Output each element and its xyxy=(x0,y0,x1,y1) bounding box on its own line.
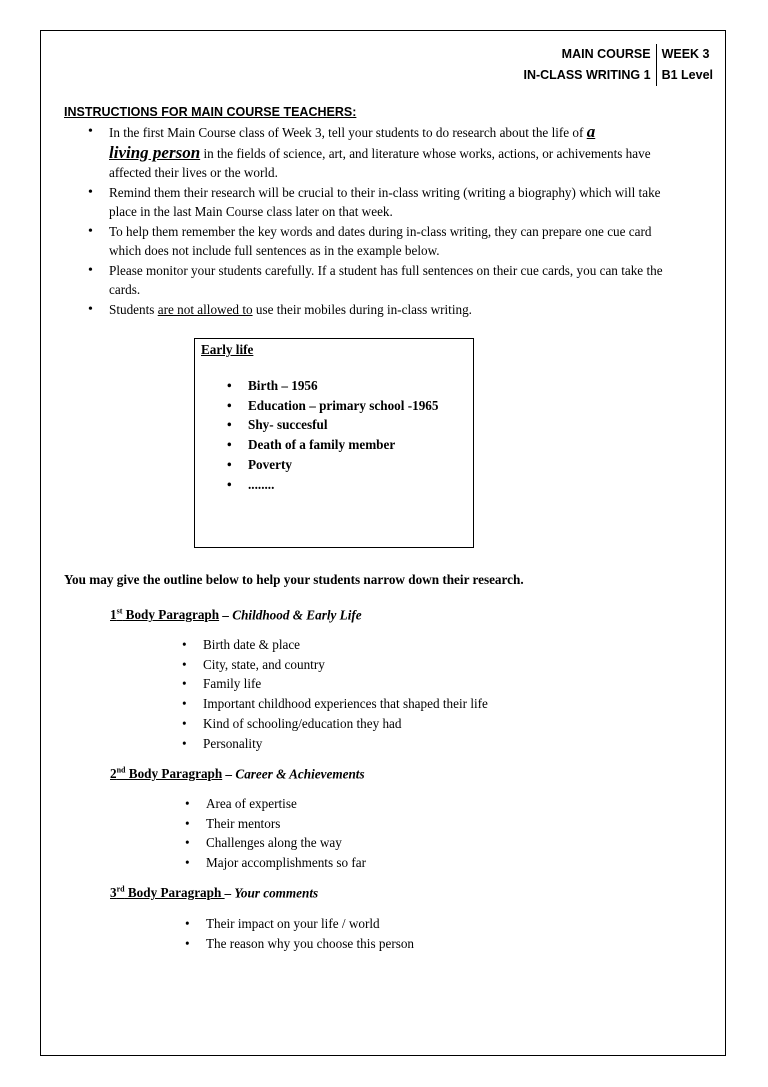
cue-card-item: • Poverty xyxy=(227,455,439,475)
paragraph-ordinal: nd xyxy=(116,766,126,775)
instruction-text: Please monitor your students carefully. If a student has full sentences on their cue cards, you can take the cards. xyxy=(109,262,663,297)
instruction-item xyxy=(88,261,678,300)
week-label: WEEK 3 xyxy=(661,47,710,61)
paragraph-number: 2 xyxy=(110,766,117,782)
outline-item: • Challenges along the way xyxy=(185,833,366,853)
outline-item: • Family life xyxy=(182,674,488,694)
paragraph-dash: – xyxy=(219,607,233,623)
instruction-text: In the first Main Course class of Week 3, tell your students to do research about the life of xyxy=(109,125,587,140)
course-label: MAIN COURSE xyxy=(518,44,656,65)
paragraph-number: 3 xyxy=(110,885,117,901)
outline-item: • Area of expertise xyxy=(185,794,366,814)
instruction-item xyxy=(88,122,678,183)
instruction-item xyxy=(88,222,678,261)
paragraph-title: Career & Achievements xyxy=(235,766,365,782)
paragraph-3-heading xyxy=(110,885,318,901)
outline-intro: You may give the outline below to help your students narrow down their research. xyxy=(64,572,524,587)
header-table xyxy=(518,44,718,86)
paragraph-dash: – xyxy=(224,885,235,901)
paragraph-label: Body Paragraph xyxy=(124,885,225,901)
paragraph-number: 1 xyxy=(110,607,117,623)
emphasis-not-allowed: are not allowed to xyxy=(157,301,253,317)
cue-card-list xyxy=(227,376,439,494)
paragraph-1-heading xyxy=(110,607,362,623)
paragraph-2-list xyxy=(185,794,366,873)
instruction-text: in the fields of science, art, and literature whose works, actions, or achivements have affected their lives or the world. xyxy=(109,145,651,180)
outline-item: • Their impact on your life / world xyxy=(185,914,414,934)
paragraph-ordinal: st xyxy=(116,607,123,616)
outline-item: • Major accomplishments so far xyxy=(185,853,366,873)
instruction-item xyxy=(88,300,678,320)
outline-item: • Birth date & place xyxy=(182,635,488,655)
outline-item: • Personality xyxy=(182,734,488,754)
outline-item: • City, state, and country xyxy=(182,655,488,675)
cue-card-item: • Education – primary school -1965 xyxy=(227,396,439,416)
writing-label: IN-CLASS WRITING 1 xyxy=(518,65,656,86)
cue-card-title: Early life xyxy=(201,342,254,357)
paragraph-dash: – xyxy=(222,766,236,782)
instruction-text: Students xyxy=(109,301,158,317)
instruction-item xyxy=(88,183,678,222)
paragraph-label: Body Paragraph xyxy=(125,766,223,782)
level-label: B1 Level xyxy=(661,68,713,82)
cue-card-item: • ........ xyxy=(227,475,439,495)
instruction-text: To help them remember the key words and dates during in-class writing, they can prepare one cue card which does not include full sentences as in the example below. xyxy=(109,223,652,258)
paragraph-ordinal: rd xyxy=(116,885,125,894)
cue-card-example xyxy=(194,338,474,548)
cue-card-item: • Birth – 1956 xyxy=(227,376,439,396)
instructions-title: INSTRUCTIONS FOR MAIN COURSE TEACHERS: xyxy=(64,105,357,119)
outline-item: • Kind of schooling/education they had xyxy=(182,714,488,734)
paragraph-2-heading xyxy=(110,766,365,782)
outline-item: • The reason why you choose this person xyxy=(185,934,414,954)
outline-item: • Their mentors xyxy=(185,814,366,834)
paragraph-3-list xyxy=(185,914,414,953)
instruction-text: Remind them their research will be crucial to their in-class writing (writing a biography) which will take place in the last Main Course class later on that week. xyxy=(109,184,661,219)
paragraph-1-list xyxy=(182,635,488,753)
emphasis-living-person: living person xyxy=(109,142,201,162)
paragraph-label: Body Paragraph xyxy=(122,607,220,623)
outline-item: • Important childhood experiences that shaped their life xyxy=(182,694,488,714)
paragraph-title: Your comments xyxy=(234,885,319,901)
instruction-text: use their mobiles during in-class writing. xyxy=(252,301,472,317)
instructions-list xyxy=(88,122,678,319)
paragraph-title: Childhood & Early Life xyxy=(232,607,362,623)
cue-card-item: • Shy- succesful xyxy=(227,415,439,435)
cue-card-item: • Death of a family member xyxy=(227,435,439,455)
emphasis-a: a xyxy=(586,122,596,141)
